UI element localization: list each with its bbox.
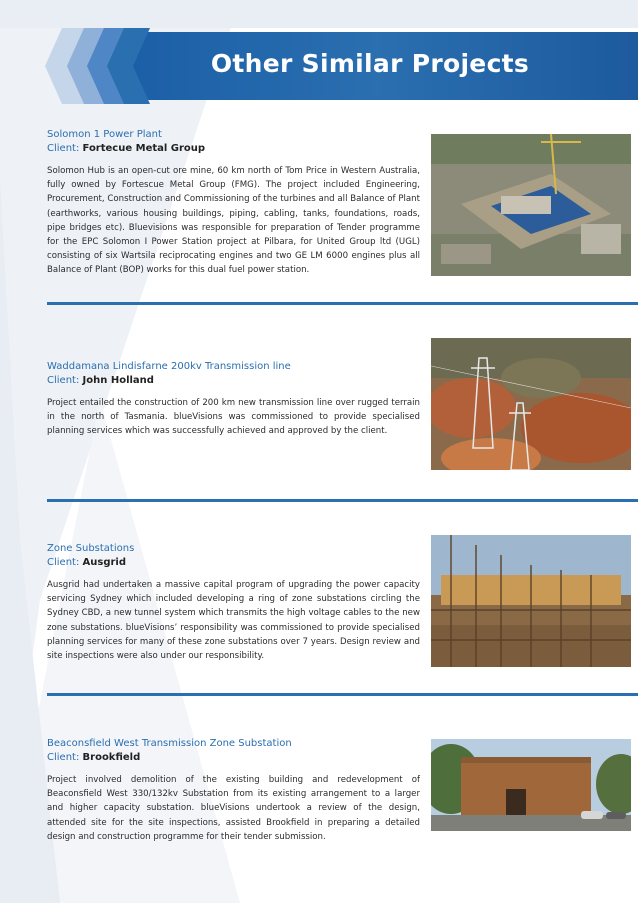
- section-divider: [47, 499, 638, 502]
- project-text: [47, 542, 420, 663]
- project-client: [47, 556, 420, 569]
- client-label: Client:: [47, 375, 80, 386]
- project-text: [47, 128, 420, 278]
- project-client: [47, 751, 420, 764]
- client-name: Brookfield: [82, 752, 141, 763]
- project-title: Waddamana Lindisfarne 200kv Transmission line: [47, 361, 291, 372]
- client-label: Client:: [47, 752, 80, 763]
- project-text: [47, 360, 420, 439]
- section-divider: [47, 302, 638, 305]
- project-title: Beaconsfield West Transmission Zone Substation: [47, 738, 292, 749]
- transmission-towers-forest-photo: [431, 338, 631, 470]
- page-title: Other Similar Projects: [210, 49, 530, 78]
- section-divider: [47, 693, 638, 696]
- client-label: Client:: [47, 143, 80, 154]
- project-client: [47, 374, 420, 387]
- client-name: Ausgrid: [82, 557, 127, 568]
- project-description: Ausgrid had undertaken a massive capital program of upgrading the power capacity servicing Sydney which included developing a ring of zone substations circling the Sydney CBD, a new tunnel system which transmits the high voltage cables to the new zone substations. blueVisions’ responsibility was commissioned to provide specialised planning services for many of these zone substations over 7 years. Design review and site inspections were also under our responsibility.: [47, 580, 420, 662]
- substation-scaffolding-photo: [431, 535, 631, 667]
- client-name: John Holland: [82, 375, 154, 386]
- project-text: [47, 737, 420, 844]
- project-description: Project entailed the construction of 200 km new transmission line over rugged terrain in the north of Tasmania. blueVisions was commissioned to provide specialised planning services which was successfully achieved and approved by the client.: [47, 398, 420, 437]
- project-title: Zone Substations: [47, 543, 135, 554]
- client-name: Fortecue Metal Group: [82, 143, 206, 154]
- project-title: Solomon 1 Power Plant: [47, 129, 162, 140]
- project-client: [47, 142, 420, 155]
- project-description: Project involved demolition of the existing building and redevelopment of Beaconsfield West 330/132kv Substation from its existing arrangement to a larger and higher capacity substation. blueVisions undertook a review of the design, attended site for the site inspections, assisted Brookfield in preparing a detailed design and construction programme for their tender submission.: [47, 775, 420, 842]
- client-label: Client:: [47, 557, 80, 568]
- aerial-construction-site-photo: [431, 134, 631, 276]
- project-description: Solomon Hub is an open-cut ore mine, 60 km north of Tom Price in Western Australia, fully owned by Fortescue Metal Group (FMG). The project included Engineering, Procurement, Construction and Commissioning of the turbines and all Balance of Plant (earthworks, various housing buildings, piping, cabling, tanks, foundations, roads, pipe bridges etc). Bluevisions was responsible for preparation of Tender programme for the EPC Solomon I Power Station project at Pilbara, for United Group ltd (UGL) consisting of six Wartsila reciprocating engines and two GE LM 6000 engines plus all Balance of Plant (BOP) works for this dual fuel power station.: [47, 166, 420, 276]
- substation-building-photo: [431, 739, 631, 831]
